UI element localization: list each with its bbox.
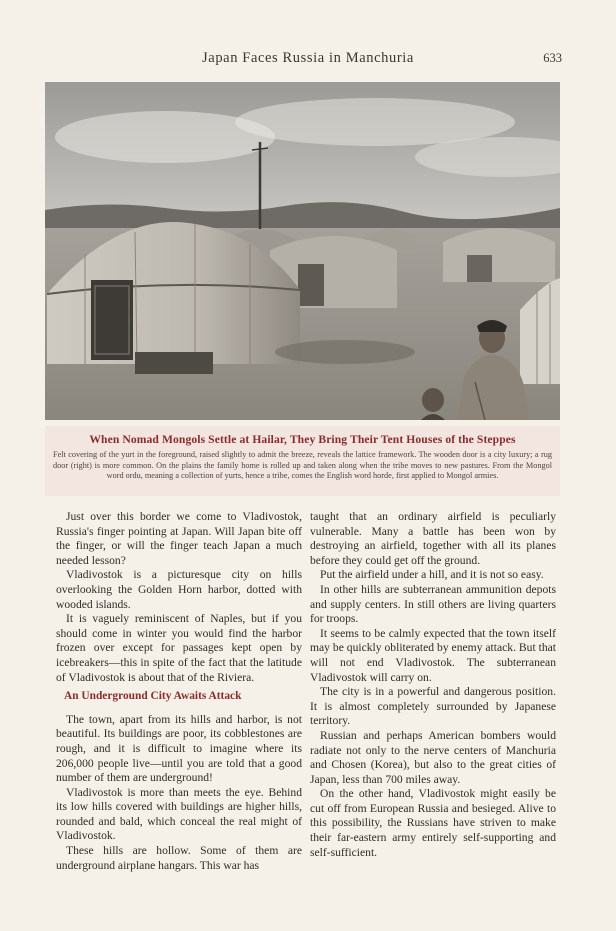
caption-body: Felt covering of the yurt in the foreground, raised slightly to admit the breeze, reveals the lattice framework. The wooden door is a city luxury; a rug door (right) is more common. On the plains the family home is rolled up and taken along when the tribe moves to new pastures. From the Mongol word ordu, meaning a collection of yurts, hence a tribe, comes the English word horde, first applied to Mongol armies. (53, 450, 552, 481)
paragraph: On the other hand, Vladivostok might easily be cut off from European Russia and besieged. Alive to this possibility, the Russians have striven to make their far-eastern army entirely self-supporting and self-sufficient. (310, 787, 556, 859)
paragraph: It seems to be calmly expected that the town itself may be quickly obliterated by enemy attack. But that will not end Vladivostok. The subterranean Vladivostok will carry on. (310, 626, 556, 684)
paragraph: Russian and perhaps American bombers would radiate not only to the nerve centers of Manchuria and Chosen (Korea), but also to the great cities of Japan, less than 700 miles away. (310, 728, 556, 786)
article-column-right (310, 510, 556, 860)
paragraph: Vladivostok is more than meets the eye. Behind its low hills covered with buildings are higher hills, rounded and bald, which conceal the real might of Vladivostok. (56, 785, 302, 843)
yurt-base (135, 352, 213, 374)
paragraph: The city is in a powerful and dangerous position. It is almost completely surrounded by Japanese territory. (310, 685, 556, 728)
paragraph: Vladivostok is a picturesque city on hills overlooking the Golden Horn harbor, dotted with wooded islands. (56, 568, 302, 611)
wooden-door (91, 280, 133, 360)
caption-title: When Nomad Mongols Settle at Hailar, They Bring Their Tent Houses of the Steppes (89, 433, 516, 446)
photo-illustration (45, 82, 560, 420)
paragraph: Just over this border we come to Vladivostok, Russia's finger pointing at Japan. Will Japan bite off the finger, or will the finger teach Japan a much needed lesson? (56, 510, 302, 567)
article-column-left (56, 510, 302, 873)
paragraph: taught that an ordinary airfield is peculiarly vulnerable. Many a battle has been won by destroying an airfield, together with all its planes before they could get off the ground. (310, 510, 556, 567)
yurt-photograph (45, 82, 560, 420)
running-head (0, 50, 616, 70)
section-subheading: An Underground City Awaits Attack (64, 690, 242, 703)
photo-caption (45, 426, 560, 496)
paragraph: It is vaguely reminiscent of Naples, but if you should come in winter you would find the harbor frozen over except for passages kept open by icebreakers—this in spite of the fact that the latitude of Vladivostok is about that of the Riviera. (56, 612, 302, 684)
paragraph: These hills are hollow. Some of them are underground airplane hangars. This war has (56, 844, 302, 872)
paragraph: The town, apart from its hills and harbor, is not beautiful. Its buildings are poor, its cobblestones are rough, and it is difficult to imagine where its 206,000 people live—until you are told that a good number of them are underground! (56, 712, 302, 785)
running-title: Japan Faces Russia in Manchuria (202, 50, 414, 66)
shadow (275, 340, 415, 364)
paragraph: Put the airfield under a hill, and it is not so easy. (320, 568, 544, 582)
paragraph: In other hills are subterranean ammunition depots and supply centers. In still others are living quarters for troops. (310, 582, 556, 626)
page-number: 633 (543, 51, 562, 65)
